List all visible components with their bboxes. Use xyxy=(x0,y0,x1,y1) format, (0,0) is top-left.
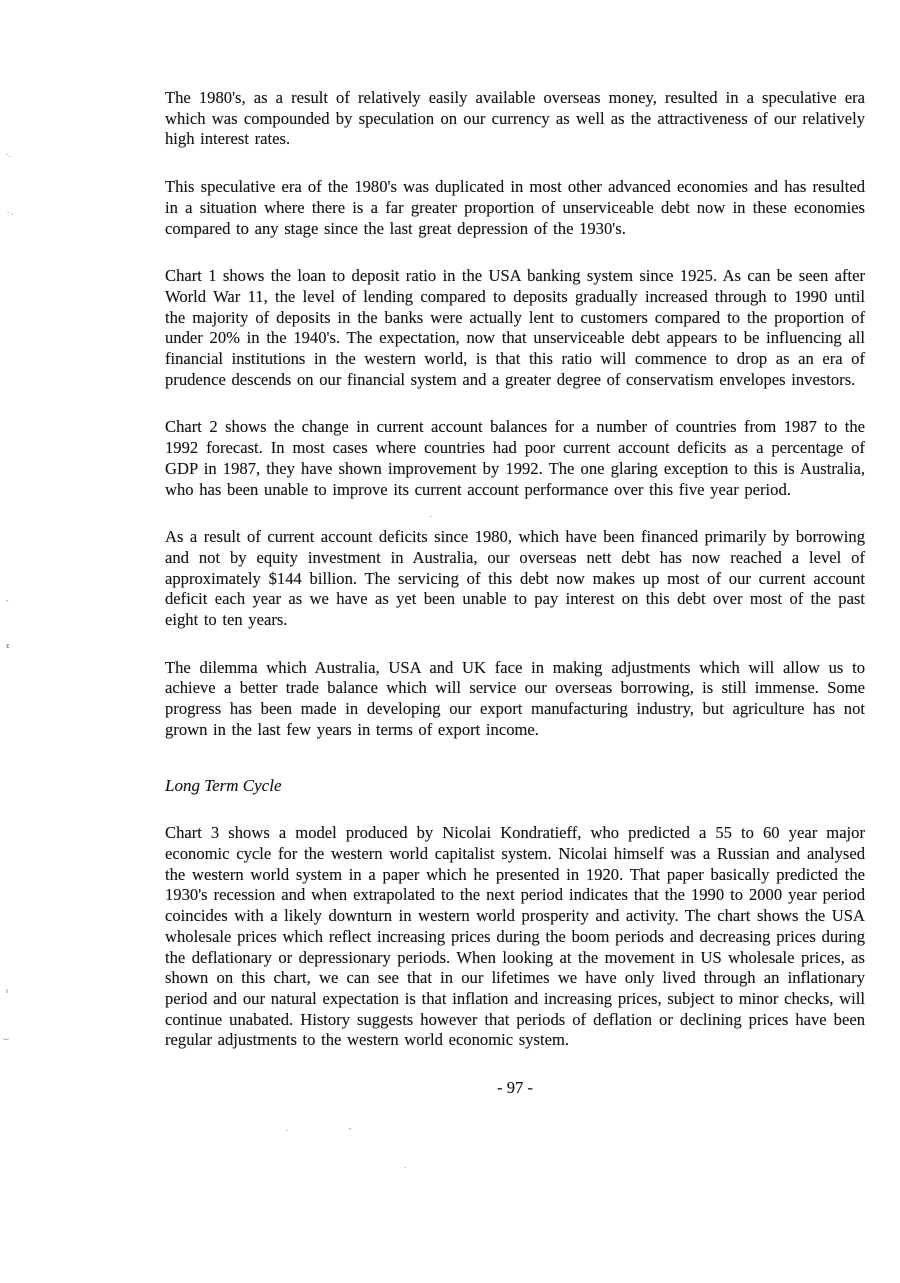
paragraph-speculative-era: The 1980's, as a result of relatively easily available overseas money, resulted in a speculative era which was compounded by speculation on our currency as well as the attractiveness of our relatively high interest rates. xyxy=(165,88,865,149)
scan-speck: · xyxy=(286,1127,289,1135)
paragraph-chart1-loan-deposit: Chart 1 shows the loan to deposit ratio in the USA banking system since 1925. As can be seen after World War 11, the level of lending compared to deposits gradually increased through to 1990 until the majority of deposits in the banks were actually lent to customers compared to the proportion of under 20% in the 1940's. The expectation, now that unserviceable debt appears to be influencing all financial institutions in the western world, is that this ratio will commence to drop as an era of prudence descends on our financial system and a greater degree of conservatism envelopes investors. xyxy=(165,266,865,389)
text-block xyxy=(165,88,865,1099)
paragraph-trade-balance-dilemma: The dilemma which Australia, USA and UK face in making adjustments which will allow us to achieve a better trade balance which will service our overseas borrowing, is still immense. Some progress has been made in developing our export manufacturing industry, but agriculture has not grown in the last few years in terms of export income. xyxy=(165,657,865,739)
scan-speck: - xyxy=(349,1125,352,1133)
scan-speck: ‿ xyxy=(3,1032,9,1040)
scan-speck: ı xyxy=(6,987,8,995)
paragraph-advanced-economies: This speculative era of the 1980's was duplicated in most other advanced economies and has resulted in a situation where there is a far greater proportion of unserviceable debt now in these economies compared to any stage since the last great depression of the 1930's. xyxy=(165,177,865,238)
scan-speck: · xyxy=(404,1164,407,1172)
scan-speck: ε xyxy=(6,642,10,650)
paragraph-chart3-kondratieff: Chart 3 shows a model produced by Nicolai Kondratieff, who predicted a 55 to 60 year major economic cycle for the western world capitalist system. Nicolai himself was a Russian and analysed the western world system in a paper which he presented in 1920. That paper basically predicted the 1930's recession and when extrapolated to the next period indicates that the 1990 to 2000 year period coincides with a likely downturn in western world prosperity and activity. The chart shows the USA wholesale prices which reflect increasing prices during the boom periods and decreasing prices during the deflationary or depressionary periods. When looking at the movement in US wholesale prices, as shown on this chart, we can see that in our lifetimes we have only lived through an inflationary period and our natural expectation is that inflation and increasing prices, subject to minor checks, will continue unabated. History suggests however that periods of deflation or declining prices have been regular adjustments to the western world economic system. xyxy=(165,823,865,1050)
scan-speck: · xyxy=(430,513,433,521)
section-heading-long-term-cycle: Long Term Cycle xyxy=(165,775,282,795)
scan-speck: - xyxy=(6,597,9,605)
page-number: - 97 - xyxy=(497,1078,533,1098)
scan-speck: ·. xyxy=(6,151,11,159)
paragraph-overseas-debt: As a result of current account deficits since 1980, which have been financed primarily by borrowing and not by equity investment in Australia, our overseas nett debt has now reached a level of approximately $144 billion. The servicing of this debt now makes up most of our current account deficit each year as we have as yet been unable to pay interest on this debt over most of the past eight to ten years. xyxy=(165,527,865,630)
scan-speck: · . xyxy=(7,209,14,217)
paragraph-chart2-current-account: Chart 2 shows the change in current account balances for a number of countries from 1987 to the 1992 forecast. In most cases where countries had poor current account deficits as a percentage of GDP in 1987, they have shown improvement by 1992. The one glaring exception to this is Australia, who has been unable to improve its current account performance over this five year period. xyxy=(165,417,865,499)
